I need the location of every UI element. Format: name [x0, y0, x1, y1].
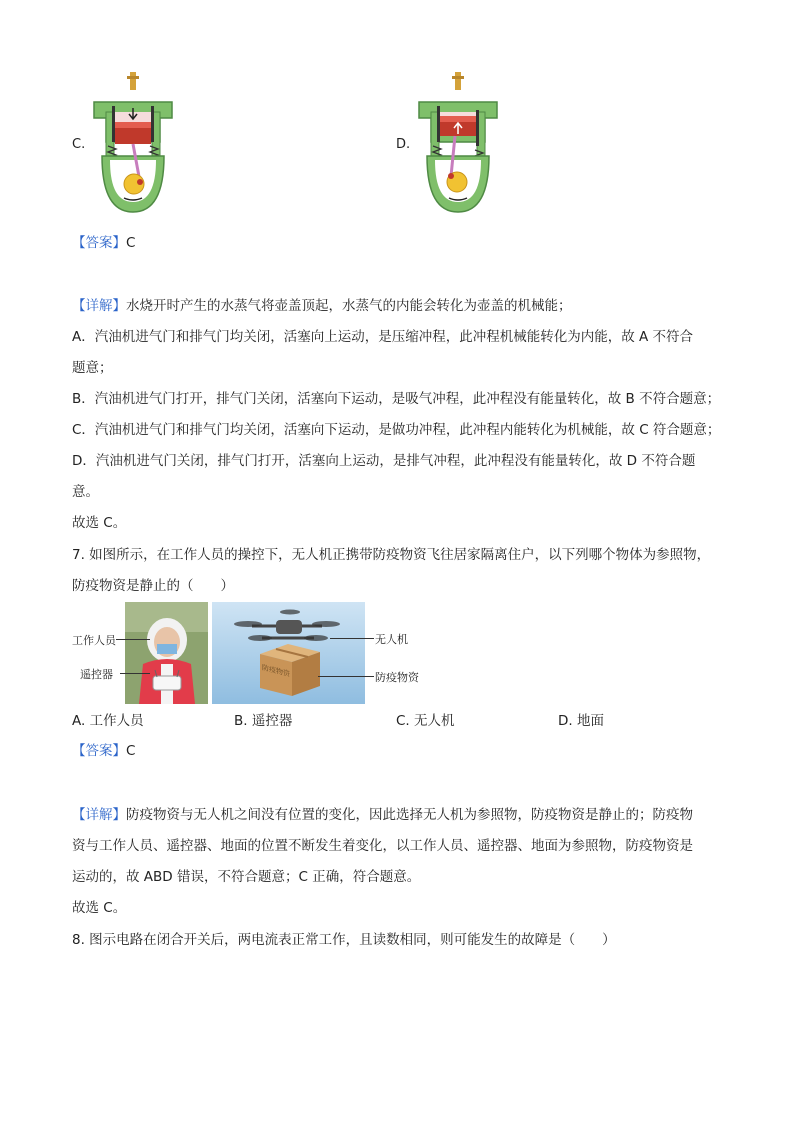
q7-option-c: C. 无人机 [396, 713, 455, 729]
worker-photo [125, 602, 208, 704]
answer-bracket: 【答案】 [72, 235, 126, 251]
detail-7-line1 [72, 805, 693, 825]
drone-pointer-line [330, 638, 374, 639]
answer-7 [72, 741, 135, 761]
detail-bracket: 【详解】 [72, 807, 126, 823]
drone-label: 无人机 [375, 633, 408, 646]
q7-option-a: A. 工作人员 [72, 713, 144, 729]
answer-value: C [126, 743, 136, 759]
question-7-line2: 防疫物资是静止的（ ） [72, 578, 234, 594]
question-7-line1: 7. 如图所示，在工作人员的操控下，无人机正携带防疫物资飞往居家隔离住户，以下列哪个物体为参照物， [72, 547, 711, 563]
remote-pointer-line [120, 673, 150, 674]
detail-6-a-line2: 题意； [72, 360, 113, 376]
supplies-label: 防疫物资 [375, 671, 419, 684]
detail-6-c-line: C．汽油机进气门和排气门均关闭，活塞向下运动，是做功冲程，此冲程内能转化为机械能，故 C 符合题意； [72, 422, 721, 438]
supplies-pointer-line [318, 676, 374, 677]
answer-bracket: 【答案】 [72, 743, 126, 759]
detail-6-conclusion: 故选 C。 [72, 515, 127, 531]
answer-value: C [126, 235, 136, 251]
option-c-label: C. [72, 137, 86, 152]
worker-pointer-line [116, 639, 150, 640]
option-d-label: D. [396, 137, 411, 152]
q7-option-b: B. 遥控器 [234, 713, 293, 729]
box-label: 防疫物资 [262, 663, 290, 679]
engine-diagram-c [90, 72, 176, 214]
detail-6-intro [72, 296, 572, 316]
drone-photo [212, 602, 365, 704]
answer-6 [72, 233, 135, 253]
detail-7-line1-text: 防疫物资与无人机之间没有位置的变化，因此选择无人机为参照物，防疫物资是静止的；防疫物 [126, 807, 693, 823]
detail-7-line2: 资与工作人员、遥控器、地面的位置不断发生着变化，以工作人员、遥控器、地面为参照物，防疫物资是 [72, 838, 693, 854]
detail-6-a-line1: A．汽油机进气门和排气门均关闭，活塞向上运动，是压缩冲程，此冲程机械能转化为内能，故 A 不符合 [72, 329, 694, 345]
detail-bracket: 【详解】 [72, 298, 126, 314]
remote-label: 遥控器 [80, 668, 113, 681]
detail-6-b-line: B．汽油机进气门打开，排气门关闭，活塞向下运动，是吸气冲程，此冲程没有能量转化，故 B 不符合题意； [72, 391, 721, 407]
detail-intro-text: 水烧开时产生的水蒸气将壶盖顶起，水蒸气的内能会转化为壶盖的机械能； [126, 298, 572, 314]
detail-6-d-line1: D．汽油机进气门关闭，排气门打开，活塞向上运动，是排气冲程，此冲程没有能量转化，故 D 不符合题 [72, 453, 696, 469]
worker-label: 工作人员 [72, 634, 116, 647]
engine-diagram-d [415, 72, 501, 214]
detail-7-line3: 运动的，故 ABD 错误，不符合题意；C 正确，符合题意。 [72, 869, 421, 885]
question-8-line1: 8. 图示电路在闭合开关后，两电流表正常工作，且读数相同，则可能发生的故障是（ ） [72, 932, 616, 948]
detail-7-conclusion: 故选 C。 [72, 900, 127, 916]
q7-option-d: D. 地面 [558, 713, 604, 729]
detail-6-d-line2: 意。 [72, 484, 99, 500]
